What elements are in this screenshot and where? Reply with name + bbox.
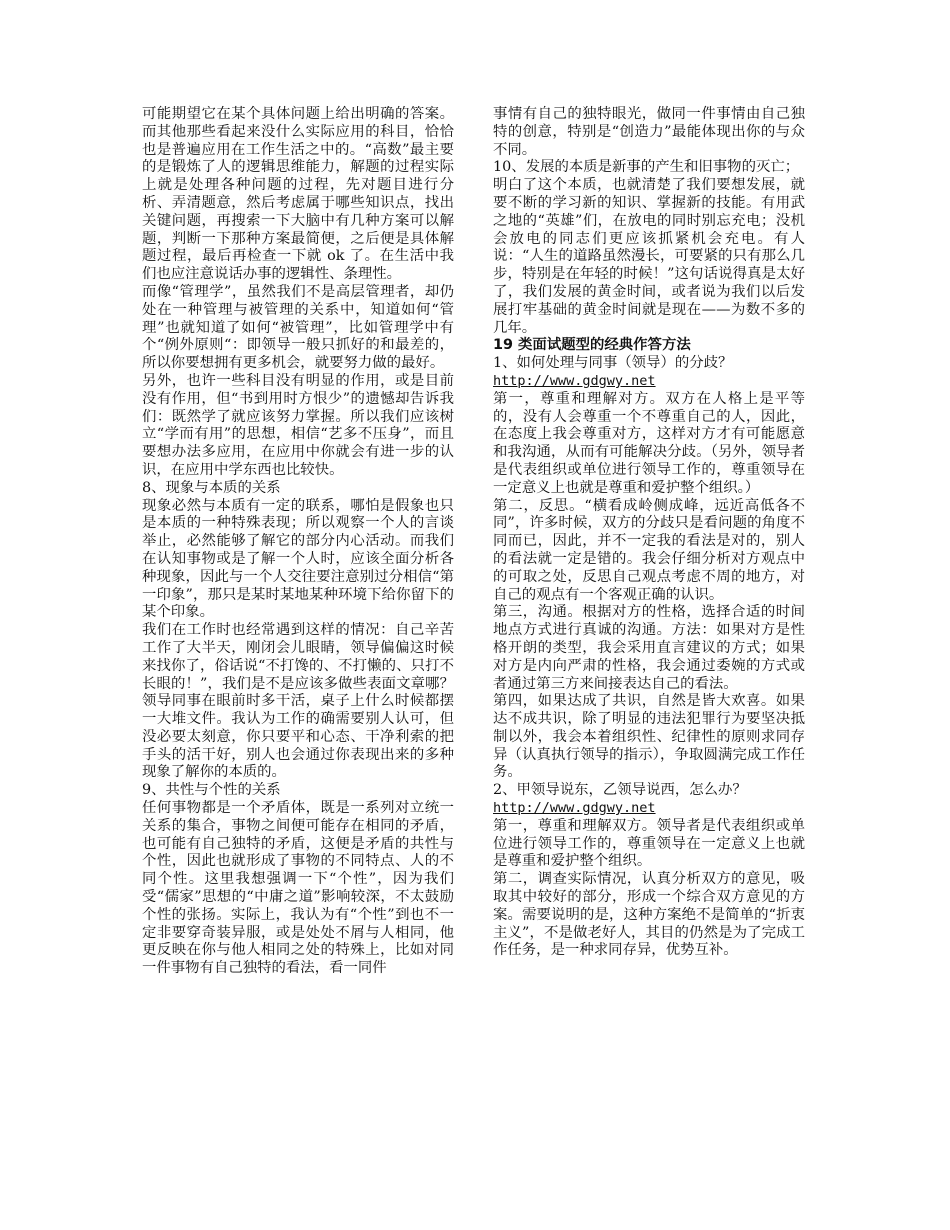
paragraph-phenomenon: 现象必然与本质有一定的联系，哪怕是假象也只是本质的一种特殊表现；所以观察一个人的言谈举止，必然能够了解它的部分内心活动。而我们在认知事物或是了解一个人时，应该全面分析各种现象，因此与一个人交往要注意别过分相信“第一印象”，那只是某时某地某种环境下给你留下的某个印象。 <box>142 497 454 621</box>
answer-1-respect: 第一，尊重和理解对方。双方在人格上是平等的，没有人会尊重一个不尊重自己的人，因此，在态度上我会尊重对方，这样对方才有可能愿意和我沟通，从而有可能解决分歧。（另外，领导者是代表组织或单位进行领导工作的，尊重领导在一定意义上也就是尊重和爱护整个组织。） <box>493 390 805 496</box>
section-title-commonality-individuality: 9、共性与个性的关系 <box>142 782 281 799</box>
paragraph-work-example: 我们在工作时也经常遇到这样的情况：自己辛苦工作了大半天，刚闭会儿眼睛，领导偏偏这时候来找你了，俗话说“不打馋的、不打懒的、只打不长眼的！”，我们是不是应该多做些表面文章哪？领导同事在眼前时多干活，桌子上什么时候都摆一大堆文件。我认为工作的确需要别人认可，但没必要太刻意，你只要平和心态、干净利索的把手头的活干好，别人也会通过你表现出来的多种现象了解你的本质的。 <box>142 622 454 781</box>
section-heading-interview-methods: 19 类面试题型的经典作答方法 <box>493 337 691 354</box>
answer-1-communicate: 第三，沟通。根据对方的性格，选择合适的时间地点方式进行真诚的沟通。方法：如果对方是性格开朗的类型，我会采用直言建议的方式；如果对方是内向严肃的性格，我会通过委婉的方式或者通过第三方来间接表达自己的看法。 <box>493 604 805 692</box>
answer-1-reflect: 第二，反思。“横看成岭侧成峰，远近高低各不同”，许多时候，双方的分歧只是看问题的角度不同而已，因此，并不一定我的看法是对的，别人的看法就一定是错的。我会仔细分析对方观点中的可取之处，反思自己观点考虑不周的地方，对自己的观点有一个客观正确的认识。 <box>493 497 805 603</box>
paragraph-individuality: 任何事物都是一个矛盾体，既是一系列对立统一关系的集合，事物之间便可能存在相同的矛盾，也可能有自己独特的矛盾，这便是矛盾的共性与个性，因此也就形成了事物的不同特点、人的不同个性。这里我想强调一下“个性”，因为我们受“儒家”思想的“中庸之道”影响较深，不太鼓励个性的张扬。实际上，我认为有“个性”到也不一定非要穿奇装异服，或是处处不屑与人相同，他更反映在你与他人相同之处的特殊上，比如对同一件事物有自己独特的看法，看一同件 <box>142 800 454 977</box>
section-title-development: 10、发展的本质是新事的产生和旧事物的灭亡； <box>493 159 800 176</box>
website-link-2[interactable]: http://www.gdgwy.net <box>493 800 656 817</box>
paragraph-creativity: 事情有自己的独特眼光，做同一件事情由自己独特的创意，特别是“创造力”最能体现出你的与众不同。 <box>493 106 805 158</box>
question-2: 2、甲领导说东，乙领导说西，怎么办？ <box>493 782 747 799</box>
answer-2-respect: 第一，尊重和理解双方。领导者是代表组织或单位进行领导工作的，尊重领导在一定意义上也就是尊重和爱护整个组织。 <box>493 817 805 870</box>
paragraph-management: 而像“管理学”，虽然我们不是高层管理者，却仍处在一种管理与被管理的关系中，知道如何“管理”也就知道了如何“被管理”，比如管理学中有个“例外原则“：即领导一般只抓好的和最差的，所以你要想拥有更多机会，就要努力做的最好。 <box>142 283 454 372</box>
left-column <box>142 106 454 978</box>
paragraph-learning-use: 另外，也许一些科目没有明显的作用，或是目前没有作用，但“书到用时方恨少”的遗憾却告诉我们：既然学了就应该努力掌握。所以我们应该树立“学而有用”的思想，相信“艺多不压身”，而且要想办法多应用，在应用中你就会有进一步的认识，在应用中学东西也比较快。 <box>142 372 454 478</box>
question-1: 1、如何处理与同事（领导）的分歧？ <box>493 355 733 372</box>
website-link-1[interactable]: http://www.gdgwy.net <box>493 372 656 389</box>
paragraph-development: 明白了这个本质，也就清楚了我们要想发展，就要不断的学习新的知识、掌握新的技能。有用武之地的“英雄”们，在放电的同时别忘充电；没机会放电的同志们更应该抓紧机会充电。有人说：“人生的道路虽然漫长，可要紧的只有那么几步，特别是在年轻的时候！”这句话说得真是太好了，我们发展的黄金时间，或者说为我们以后发展打牢基础的黄金时间就是现在——为数不多的几年。 <box>493 177 805 336</box>
answer-2-investigate: 第二，调查实际情况，认真分析双方的意见，吸取其中较好的部分，形成一个综合双方意见的方案。需要说明的是，这种方案绝不是简单的“折衷主义”，不是做老好人，其目的仍然是为了完成工作任务，是一种求同存异，优势互补。 <box>493 871 805 959</box>
answer-1-consensus: 第四，如果达成了共识，自然是皆大欢喜。如果达不成共识，除了明显的违法犯罪行为要坚决抵制以外，我会本着组织性、纪律性的原则求同存异（认真执行领导的指示），争取圆满完成工作任务。 <box>493 693 805 781</box>
section-title-phenomenon-essence: 8、现象与本质的关系 <box>142 479 281 496</box>
paragraph-math-logic: 可能期望它在某个具体问题上给出明确的答案。而其他那些看起来没什么实际应用的科目，恰恰也是普遍应用在工作生活之中的。“高数”最主要的是锻炼了人的逻辑思维能力，解题的过程实际上就是处理各种问题的过程，先对题目进行分析、弄清题意，然后考虑属于哪些知识点，找出关键问题，再搜索一下大脑中有几种方案可以解题，判断一下那种方案最简便，之后便是具体解题过程，最后再检查一下就 ok 了。在生活中我们也应注意说话办事的逻辑性、条理性。 <box>142 106 454 283</box>
right-column <box>493 106 805 960</box>
